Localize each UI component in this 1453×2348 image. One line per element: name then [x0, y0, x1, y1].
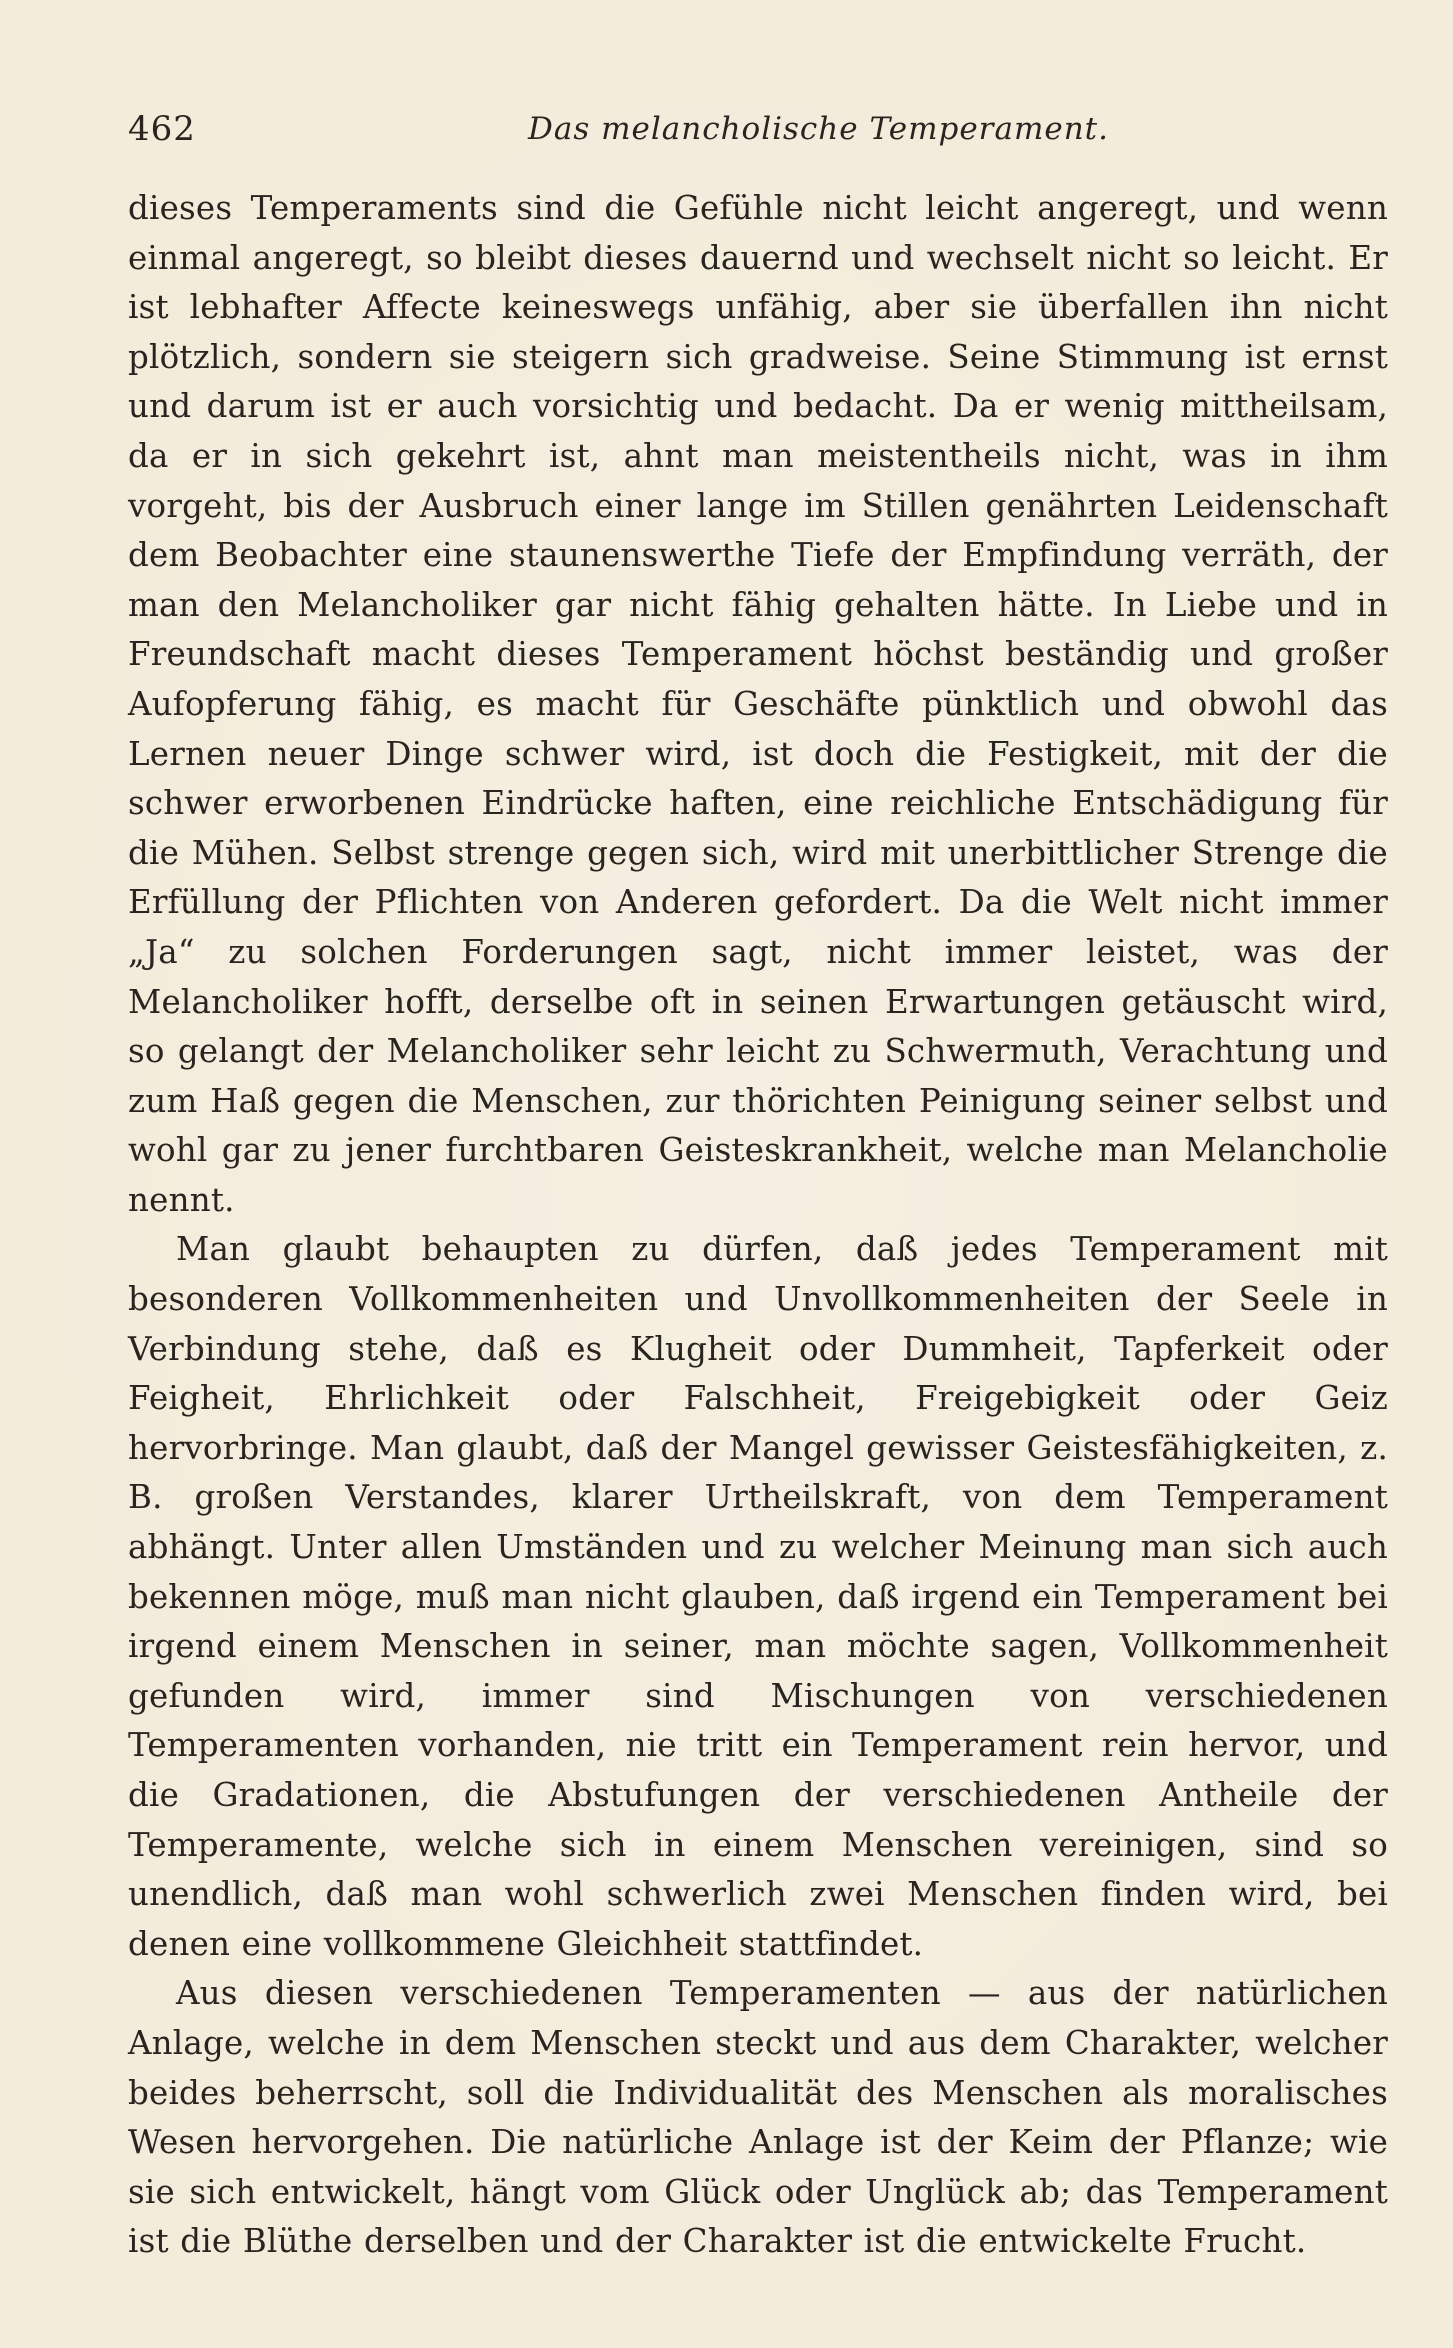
paragraph: Man glaubt behaupten zu dürfen, daß jedes Temperament mit besonderen Vollkommenheiten und Unvollkommenheiten der Seele in Verbindung stehe, daß es Klugheit oder Dummheit, Tapferkeit oder Feigheit, Ehrlichkeit oder Falschheit, Freigebigkeit oder Geiz hervorbringe. Man glaubt, daß der Mangel gewisser Geistesfähigkeiten, z. B. großen Verstandes, klarer Urtheilskraft, von dem Temperament abhängt. Unter allen Umständen und zu welcher Meinung man sich auch bekennen möge, muß man nicht glauben, daß irgend ein Temperament bei irgend einem Menschen in seiner, man möchte sagen, Vollkommenheit gefunden wird, immer sind Mischungen von verschiedenen Temperamenten vorhanden, nie tritt ein Temperament rein hervor, und die Gradationen, die Abstufungen der verschiedenen Antheile der Temperamente, welche sich in einem Menschen vereinigen, sind so unendlich, daß man wohl schwerlich zwei Menschen finden wird, bei denen eine vollkommene Gleichheit stattfindet.: [128, 1230, 1388, 1963]
page-number: 462: [128, 109, 196, 149]
running-title: Das melancholische Temperament.: [528, 111, 1109, 147]
paragraph: dieses Temperaments sind die Gefühle nicht leicht angeregt, und wenn einmal angeregt, so bleibt dieses dauernd und wechselt nicht so leicht. Er ist lebhafter Affecte keineswegs unfähig, aber sie überfallen ihn nicht plötzlich, sondern sie steigern sich gradweise. Seine Stimmung ist ernst und darum ist er auch vorsichtig und bedacht. Da er wenig mittheilsam, da er in sich gekehrt ist, ahnt man meistentheils nicht, was in ihm vorgeht, bis der Ausbruch einer lange im Stillen genährten Leidenschaft dem Beobachter eine staunenswerthe Tiefe der Empfindung verräth, der man den Melancholiker gar nicht fähig gehalten hätte. In Liebe und in Freundschaft macht dieses Temperament höchst beständig und großer Aufopferung fähig, es macht für Geschäfte pünktlich und obwohl das Lernen neuer Dinge schwer wird, ist doch die Festigkeit, mit der die schwer erworbenen Eindrücke haften, eine reichliche Entschädigung für die Mühen. Selbst strenge gegen sich, wird mit unerbittlicher Strenge die Erfüllung der Pflichten von Anderen gefordert. Da die Welt nicht immer „Ja“ zu solchen Forderungen sagt, nicht immer leistet, was der Melancholiker hofft, derselbe oft in seinen Erwartungen getäuscht wird, so gelangt der Melancholiker sehr leicht zu Schwermuth, Verachtung und zum Haß gegen die Menschen, zur thörichten Peinigung seiner selbst und wohl gar zu jener furchtbaren Geisteskrankheit, welche man Melancholie nennt.: [128, 189, 1388, 1219]
body-text: [128, 184, 1388, 2267]
page-header: [128, 104, 1388, 154]
paragraph: Aus diesen verschiedenen Temperamenten — aus der natürlichen Anlage, welche in dem Menschen steckt und aus dem Charakter, welcher beides beherrscht, soll die Individualität des Menschen als moralisches Wesen hervorgehen. Die natürliche Anlage ist der Keim der Pflanze; wie sie sich entwickelt, hängt vom Glück oder Unglück ab; das Temperament ist die Blüthe derselben und der Charakter ist die entwickelte Frucht.: [128, 1974, 1388, 2261]
